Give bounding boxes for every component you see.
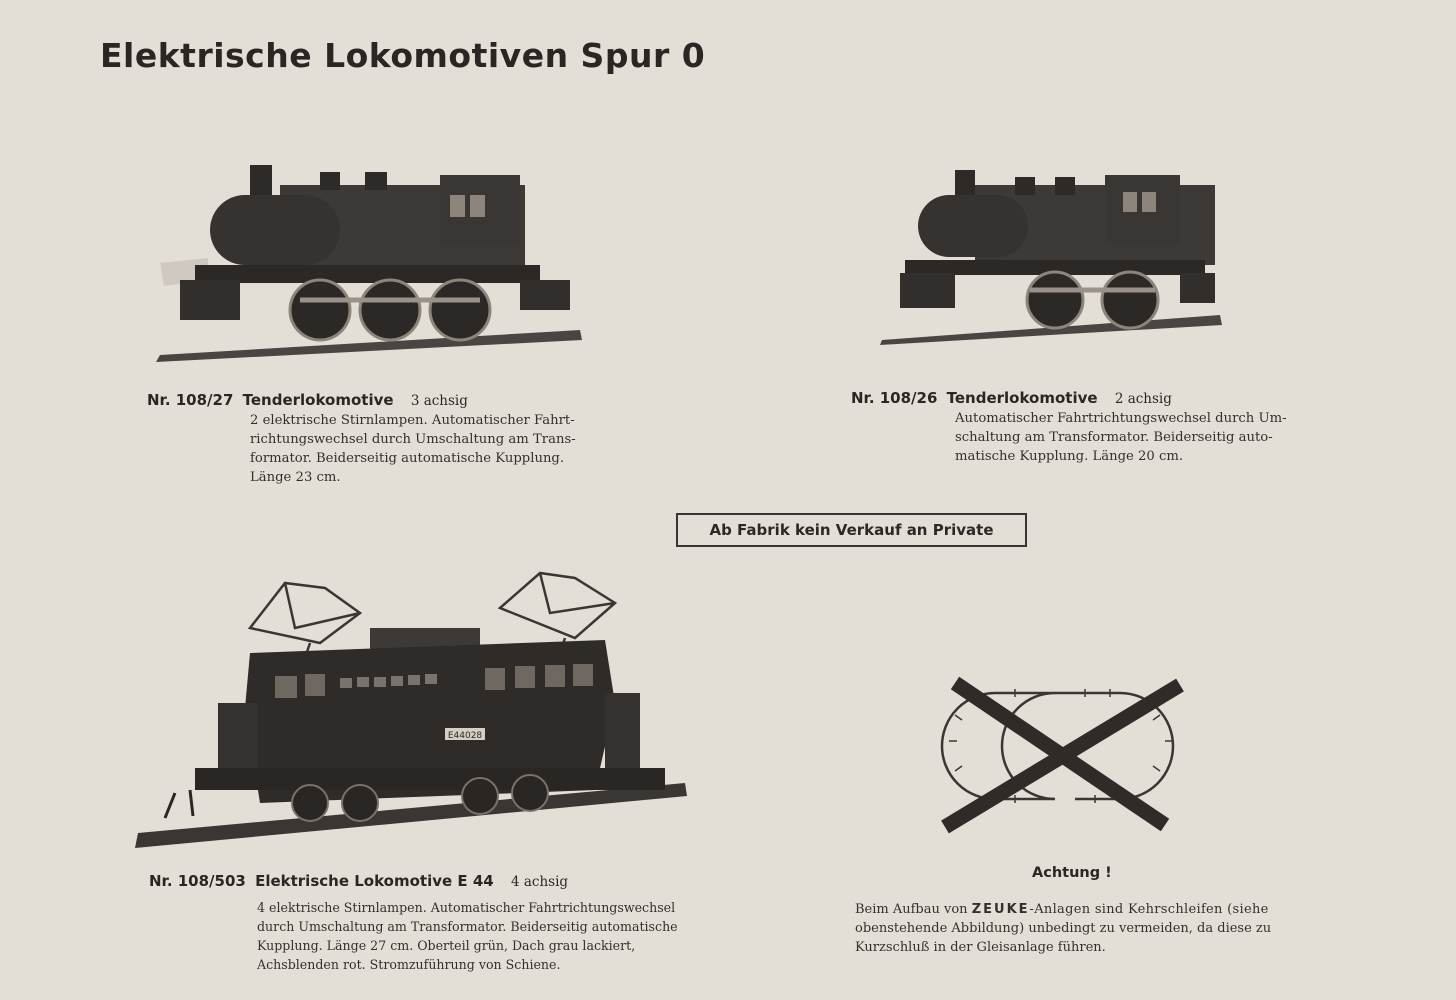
description-line: Länge 23 cm. — [250, 470, 341, 485]
warning-text — [855, 900, 1305, 957]
page-title: Elektrische Lokomotiven Spur 0 — [100, 36, 706, 75]
brand-name: ZEUKE — [971, 902, 1030, 917]
description-line: 2 elektrische Stirnlampen. Automatischer Fahrt- — [250, 413, 575, 428]
warning-line1-post: -Anlagen sind Kehrschleifen (siehe — [1029, 902, 1269, 917]
crossed-track-loop-illustration — [935, 675, 1185, 835]
description-line: 4 elektrische Stirnlampen. Automatischer Fahrtrichtungswechsel — [257, 900, 676, 915]
product-name: Elektrische Lokomotive E 44 — [255, 872, 494, 890]
locomotive-108-27-illustration — [150, 160, 590, 365]
product-108-503-heading — [149, 872, 568, 890]
product-number: Nr. 108/26 — [851, 389, 938, 407]
description-line: Kupplung. Länge 27 cm. Oberteil grün, Dach grau lackiert, — [257, 938, 636, 953]
warning-line: obenstehende Abbildung) unbedingt zu vermeiden, da diese zu — [855, 921, 1272, 936]
product-axles: 4 achsig — [510, 874, 569, 890]
notice-box: Ab Fabrik kein Verkauf an Private — [676, 513, 1027, 547]
description-line: durch Umschaltung am Transformator. Beiderseitig automatische — [257, 919, 678, 934]
product-name: Tenderlokomotive — [946, 389, 1098, 407]
description-line: Achsblenden rot. Stromzuführung von Schiene. — [257, 957, 561, 972]
description-line: matische Kupplung. Länge 20 cm. — [955, 449, 1184, 464]
description-line: richtungswechsel durch Umschaltung am Trans- — [250, 432, 576, 447]
product-axles: 3 achsig — [410, 393, 468, 409]
product-axles: 2 achsig — [1114, 391, 1172, 407]
product-108-26-heading — [851, 389, 1172, 407]
product-108-27-heading — [147, 391, 468, 409]
description-line: Automatischer Fahrtrichtungswechsel durch Um- — [955, 411, 1287, 426]
warning-line1-pre: Beim Aufbau von — [855, 902, 972, 917]
product-number: Nr. 108/503 — [149, 872, 246, 890]
description-line: schaltung am Transformator. Beiderseitig auto- — [955, 430, 1273, 445]
warning-line — [855, 900, 1305, 919]
warning-line: Kurzschluß in der Gleisanlage führen. — [855, 940, 1106, 955]
loco-plate: E44028 — [447, 731, 483, 741]
product-108-27-description — [250, 411, 595, 487]
warning-title: Achtung ! — [1032, 865, 1112, 881]
product-number: Nr. 108/27 — [147, 391, 234, 409]
product-108-26-description — [955, 409, 1300, 466]
locomotive-108-26-illustration — [880, 165, 1225, 347]
locomotive-e44-illustration — [135, 568, 690, 852]
product-name: Tenderlokomotive — [242, 391, 394, 409]
description-line: formator. Beiderseitig automatische Kupplung. — [250, 451, 565, 466]
product-108-503-description — [257, 898, 687, 974]
